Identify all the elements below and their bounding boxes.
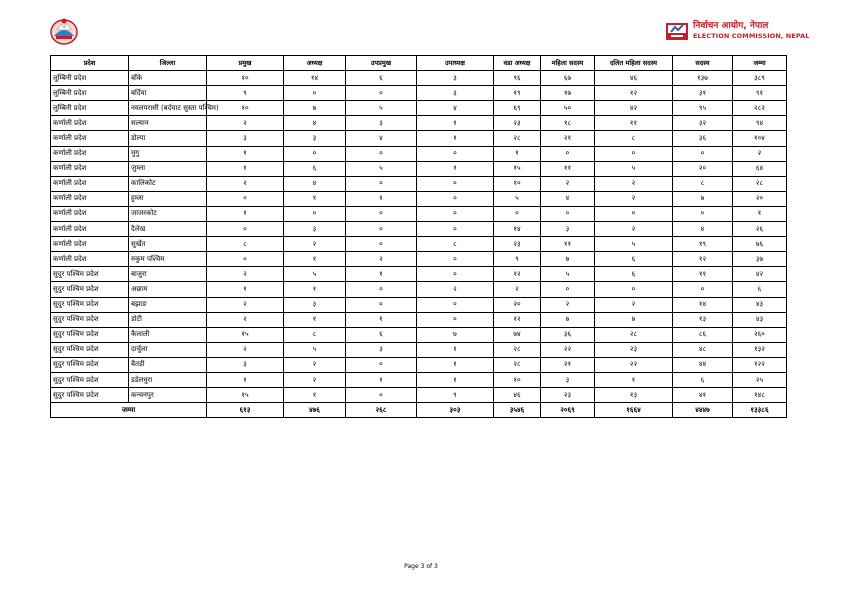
value-cell: ६ bbox=[284, 161, 346, 176]
value-cell: ३६ bbox=[541, 327, 595, 342]
value-cell: ६७ bbox=[541, 71, 595, 86]
value-cell: ३८९ bbox=[733, 71, 787, 86]
value-cell: १ bbox=[346, 267, 417, 282]
value-cell: ५ bbox=[595, 237, 673, 252]
value-cell: ७६ bbox=[733, 237, 787, 252]
value-cell: २३ bbox=[595, 342, 673, 357]
value-cell: १३ bbox=[595, 388, 673, 403]
value-cell: २ bbox=[595, 176, 673, 191]
value-cell: १ bbox=[417, 342, 494, 357]
results-table bbox=[50, 55, 787, 418]
value-cell: ३ bbox=[284, 222, 346, 237]
value-cell: ० bbox=[417, 312, 494, 327]
value-cell: ९ bbox=[417, 388, 494, 403]
province-cell: कर्णाली प्रदेश bbox=[51, 191, 129, 206]
value-cell: २ bbox=[207, 176, 284, 191]
table-row bbox=[51, 252, 787, 267]
value-cell: ५ bbox=[346, 161, 417, 176]
province-cell: सुदुर पश्चिम प्रदेश bbox=[51, 342, 129, 357]
value-cell: ० bbox=[346, 86, 417, 101]
value-cell: ० bbox=[417, 267, 494, 282]
district-cell: हुम्ला bbox=[129, 191, 207, 206]
value-cell: १० bbox=[207, 71, 284, 86]
value-cell: २१ bbox=[541, 131, 595, 146]
value-cell: २ bbox=[595, 191, 673, 206]
total-value-cell: ३०३ bbox=[417, 403, 494, 418]
table-row bbox=[51, 222, 787, 237]
column-header: प्रदेश bbox=[51, 56, 129, 71]
table-row bbox=[51, 206, 787, 221]
value-cell: ४२ bbox=[595, 101, 673, 116]
value-cell: ९ bbox=[494, 252, 541, 267]
value-cell: ० bbox=[284, 206, 346, 221]
value-cell: ६ bbox=[595, 252, 673, 267]
table-row bbox=[51, 388, 787, 403]
total-row bbox=[51, 403, 787, 418]
value-cell: २ bbox=[207, 297, 284, 312]
value-cell: १० bbox=[494, 176, 541, 191]
value-cell: ० bbox=[494, 206, 541, 221]
value-cell: ० bbox=[595, 146, 673, 161]
district-cell: डोल्पा bbox=[129, 131, 207, 146]
value-cell: ८ bbox=[673, 176, 733, 191]
value-cell: १२ bbox=[673, 252, 733, 267]
value-cell: २ bbox=[207, 342, 284, 357]
total-value-cell: ३५४६ bbox=[494, 403, 541, 418]
value-cell: १३७ bbox=[673, 71, 733, 86]
value-cell: २ bbox=[541, 176, 595, 191]
value-cell: २ bbox=[595, 222, 673, 237]
district-cell: कैलाली bbox=[129, 327, 207, 342]
province-cell: लुम्बिनी प्रदेश bbox=[51, 101, 129, 116]
district-cell: डडेलधुरा bbox=[129, 372, 207, 387]
value-cell: ६ bbox=[346, 327, 417, 342]
value-cell: ४८ bbox=[673, 342, 733, 357]
column-header: जम्मा bbox=[733, 56, 787, 71]
page-number: Page 3 of 3 bbox=[404, 563, 438, 570]
column-header: प्रमुख bbox=[207, 56, 284, 71]
value-cell: ० bbox=[284, 86, 346, 101]
value-cell: ९६ bbox=[494, 71, 541, 86]
value-cell: ८ bbox=[284, 327, 346, 342]
column-header: जिल्ला bbox=[129, 56, 207, 71]
value-cell: २ bbox=[284, 372, 346, 387]
value-cell: ६ bbox=[595, 267, 673, 282]
value-cell: १ bbox=[207, 161, 284, 176]
value-cell: १ bbox=[207, 282, 284, 297]
value-cell: ७४ bbox=[494, 327, 541, 342]
value-cell: ३ bbox=[346, 342, 417, 357]
value-cell: ४३ bbox=[733, 312, 787, 327]
table-header-row bbox=[51, 56, 787, 71]
column-header: वडा अध्यक्ष bbox=[494, 56, 541, 71]
value-cell: ६४ bbox=[733, 161, 787, 176]
value-cell: १ bbox=[417, 161, 494, 176]
province-cell: कर्णाली प्रदेश bbox=[51, 161, 129, 176]
value-cell: ७ bbox=[541, 312, 595, 327]
table-row bbox=[51, 267, 787, 282]
value-cell: ८ bbox=[417, 237, 494, 252]
value-cell: ० bbox=[417, 176, 494, 191]
district-cell: अछाम bbox=[129, 282, 207, 297]
value-cell: २८ bbox=[595, 327, 673, 342]
value-cell: १५ bbox=[494, 161, 541, 176]
value-cell: १ bbox=[346, 372, 417, 387]
value-cell: ० bbox=[207, 252, 284, 267]
value-cell: ३ bbox=[207, 357, 284, 372]
province-cell: कर्णाली प्रदेश bbox=[51, 252, 129, 267]
value-cell: ३७ bbox=[733, 252, 787, 267]
value-cell: २३ bbox=[541, 388, 595, 403]
value-cell: १२ bbox=[595, 86, 673, 101]
value-cell: २८ bbox=[494, 342, 541, 357]
value-cell: २८ bbox=[494, 131, 541, 146]
value-cell: ३६ bbox=[673, 131, 733, 146]
value-cell: १३ bbox=[673, 312, 733, 327]
value-cell: २ bbox=[733, 146, 787, 161]
value-cell: २ bbox=[346, 252, 417, 267]
value-cell: ३ bbox=[346, 116, 417, 131]
district-cell: सल्यान bbox=[129, 116, 207, 131]
value-cell: २८२ bbox=[733, 101, 787, 116]
value-cell: ४ bbox=[673, 222, 733, 237]
table-row bbox=[51, 161, 787, 176]
value-cell: ८ bbox=[207, 237, 284, 252]
value-cell: ४ bbox=[541, 191, 595, 206]
column-header: सदस्य bbox=[673, 56, 733, 71]
table-row bbox=[51, 101, 787, 116]
total-value-cell: १३३८६ bbox=[733, 403, 787, 418]
table-row bbox=[51, 297, 787, 312]
district-cell: बझाङ bbox=[129, 297, 207, 312]
value-cell: ३ bbox=[284, 297, 346, 312]
value-cell: २२ bbox=[595, 357, 673, 372]
value-cell: ४६ bbox=[595, 71, 673, 86]
district-cell: बाजुरा bbox=[129, 267, 207, 282]
election-commission-logo-icon bbox=[665, 22, 689, 42]
value-cell: ० bbox=[346, 282, 417, 297]
value-cell: ६ bbox=[673, 372, 733, 387]
value-cell: ३ bbox=[541, 372, 595, 387]
value-cell: ७ bbox=[595, 312, 673, 327]
value-cell: ९१ bbox=[733, 86, 787, 101]
value-cell: २० bbox=[733, 191, 787, 206]
table-row bbox=[51, 116, 787, 131]
value-cell: २ bbox=[595, 297, 673, 312]
value-cell: ० bbox=[207, 222, 284, 237]
value-cell: ० bbox=[417, 206, 494, 221]
value-cell: ६ bbox=[733, 282, 787, 297]
value-cell: १ bbox=[417, 357, 494, 372]
value-cell: ४ bbox=[284, 176, 346, 191]
table-row bbox=[51, 71, 787, 86]
value-cell: १२२ bbox=[733, 357, 787, 372]
value-cell: ३ bbox=[207, 131, 284, 146]
value-cell: ५ bbox=[284, 342, 346, 357]
value-cell: ० bbox=[541, 206, 595, 221]
value-cell: ३ bbox=[417, 71, 494, 86]
value-cell: १ bbox=[346, 191, 417, 206]
org-name-block bbox=[693, 21, 810, 41]
value-cell: ० bbox=[346, 176, 417, 191]
value-cell: १३२ bbox=[733, 342, 787, 357]
value-cell: १४ bbox=[494, 222, 541, 237]
value-cell: २८ bbox=[494, 357, 541, 372]
value-cell: ५ bbox=[595, 161, 673, 176]
value-cell: ७ bbox=[284, 101, 346, 116]
value-cell: ० bbox=[417, 222, 494, 237]
value-cell: २ bbox=[541, 297, 595, 312]
value-cell: १९ bbox=[673, 237, 733, 252]
column-header: महिला सदस्य bbox=[541, 56, 595, 71]
value-cell: ० bbox=[417, 146, 494, 161]
value-cell: १४८ bbox=[733, 388, 787, 403]
value-cell: १ bbox=[494, 146, 541, 161]
value-cell: ४२ bbox=[733, 267, 787, 282]
column-header: अध्यक्ष bbox=[284, 56, 346, 71]
value-cell: ० bbox=[595, 282, 673, 297]
value-cell: ९ bbox=[207, 86, 284, 101]
value-cell: १२ bbox=[494, 312, 541, 327]
org-name-nepali: निर्वाचन आयोग, नेपाल bbox=[693, 21, 769, 31]
value-cell: ० bbox=[541, 282, 595, 297]
value-cell: १ bbox=[284, 191, 346, 206]
column-header: उपप्रमुख bbox=[346, 56, 417, 71]
value-cell: ३ bbox=[417, 86, 494, 101]
value-cell: १४ bbox=[673, 297, 733, 312]
value-cell: ० bbox=[346, 388, 417, 403]
value-cell: १० bbox=[494, 372, 541, 387]
value-cell: ४ bbox=[346, 131, 417, 146]
value-cell: २० bbox=[494, 297, 541, 312]
value-cell: १० bbox=[207, 101, 284, 116]
province-cell: सुदुर पश्चिम प्रदेश bbox=[51, 312, 129, 327]
value-cell: १ bbox=[284, 282, 346, 297]
org-name-english: ELECTION COMMISSION, NEPAL bbox=[693, 32, 810, 40]
value-cell: ० bbox=[346, 206, 417, 221]
value-cell: ३ bbox=[284, 131, 346, 146]
district-cell: दैलेख bbox=[129, 222, 207, 237]
value-cell: १ bbox=[207, 372, 284, 387]
district-cell: सुर्खेत bbox=[129, 237, 207, 252]
value-cell: ६९ bbox=[494, 101, 541, 116]
value-cell: ४६ bbox=[494, 388, 541, 403]
value-cell: ६ bbox=[346, 71, 417, 86]
table-row bbox=[51, 191, 787, 206]
table-row bbox=[51, 86, 787, 101]
province-cell: लुम्बिनी प्रदेश bbox=[51, 71, 129, 86]
value-cell: २६० bbox=[733, 327, 787, 342]
value-cell: १५ bbox=[207, 327, 284, 342]
district-cell: रुकुम पश्चिम bbox=[129, 252, 207, 267]
value-cell: ० bbox=[346, 237, 417, 252]
table-row bbox=[51, 237, 787, 252]
province-cell: कर्णाली प्रदेश bbox=[51, 222, 129, 237]
value-cell: २३ bbox=[494, 237, 541, 252]
province-cell: सुदुर पश्चिम प्रदेश bbox=[51, 267, 129, 282]
district-cell: बर्दिया bbox=[129, 86, 207, 101]
value-cell: १ bbox=[207, 206, 284, 221]
value-cell: २ bbox=[494, 282, 541, 297]
value-cell: ० bbox=[207, 191, 284, 206]
value-cell: ० bbox=[595, 206, 673, 221]
value-cell: १७ bbox=[541, 86, 595, 101]
district-cell: मुगु bbox=[129, 146, 207, 161]
value-cell: १८ bbox=[541, 116, 595, 131]
value-cell: ० bbox=[346, 222, 417, 237]
value-cell: ० bbox=[417, 191, 494, 206]
province-cell: कर्णाली प्रदेश bbox=[51, 176, 129, 191]
value-cell: २१ bbox=[541, 357, 595, 372]
district-cell: जाजरकोट bbox=[129, 206, 207, 221]
province-cell: सुदुर पश्चिम प्रदेश bbox=[51, 282, 129, 297]
total-value-cell: ४७६ bbox=[284, 403, 346, 418]
value-cell: ११ bbox=[673, 267, 733, 282]
table-row bbox=[51, 312, 787, 327]
value-cell: १ bbox=[284, 388, 346, 403]
table-row bbox=[51, 372, 787, 387]
value-cell: ४१ bbox=[673, 388, 733, 403]
value-cell: २३ bbox=[494, 116, 541, 131]
value-cell: ५० bbox=[541, 101, 595, 116]
value-cell: १४ bbox=[284, 71, 346, 86]
value-cell: २५ bbox=[733, 372, 787, 387]
value-cell: १ bbox=[284, 312, 346, 327]
value-cell: ० bbox=[673, 206, 733, 221]
value-cell: १ bbox=[417, 372, 494, 387]
district-cell: बैतडी bbox=[129, 357, 207, 372]
value-cell: ७ bbox=[541, 252, 595, 267]
value-cell: ९५ bbox=[673, 101, 733, 116]
value-cell: ३२ bbox=[673, 116, 733, 131]
value-cell: ८ bbox=[595, 131, 673, 146]
province-cell: कर्णाली प्रदेश bbox=[51, 206, 129, 221]
value-cell: ० bbox=[346, 357, 417, 372]
total-value-cell: १६६४ bbox=[595, 403, 673, 418]
province-cell: सुदुर पश्चिम प्रदेश bbox=[51, 297, 129, 312]
value-cell: ० bbox=[541, 146, 595, 161]
value-cell: ११ bbox=[541, 237, 595, 252]
value-cell: १ bbox=[733, 206, 787, 221]
total-value-cell: २६८ bbox=[346, 403, 417, 418]
value-cell: ५ bbox=[541, 267, 595, 282]
value-cell: २२ bbox=[541, 342, 595, 357]
province-cell: सुदुर पश्चिम प्रदेश bbox=[51, 372, 129, 387]
value-cell: ४ bbox=[417, 101, 494, 116]
value-cell: २ bbox=[417, 282, 494, 297]
table-row bbox=[51, 131, 787, 146]
table-row bbox=[51, 146, 787, 161]
value-cell: ० bbox=[673, 146, 733, 161]
value-cell: २ bbox=[284, 357, 346, 372]
table-row bbox=[51, 357, 787, 372]
value-cell: १ bbox=[417, 116, 494, 131]
value-cell: ५ bbox=[494, 191, 541, 206]
value-cell: ० bbox=[417, 297, 494, 312]
value-cell: ४ bbox=[284, 116, 346, 131]
district-cell: बाँके bbox=[129, 71, 207, 86]
province-cell: सुदुर पश्चिम प्रदेश bbox=[51, 357, 129, 372]
column-header: दलित महिला सदस्य bbox=[595, 56, 673, 71]
value-cell: ० bbox=[284, 146, 346, 161]
value-cell: ३१ bbox=[673, 86, 733, 101]
value-cell: ० bbox=[417, 252, 494, 267]
value-cell: ४४ bbox=[673, 357, 733, 372]
value-cell: ११ bbox=[595, 116, 673, 131]
value-cell: १०४ bbox=[733, 131, 787, 146]
value-cell: २ bbox=[284, 237, 346, 252]
value-cell: १ bbox=[595, 372, 673, 387]
nepal-emblem-icon bbox=[49, 16, 79, 46]
district-cell: कन्चनपुर bbox=[129, 388, 207, 403]
value-cell: ० bbox=[346, 146, 417, 161]
total-value-cell: २०६९ bbox=[541, 403, 595, 418]
district-cell: कालिकोट bbox=[129, 176, 207, 191]
value-cell: ९४ bbox=[733, 116, 787, 131]
value-cell: ५ bbox=[346, 101, 417, 116]
value-cell: १२ bbox=[494, 267, 541, 282]
value-cell: २ bbox=[207, 267, 284, 282]
province-cell: कर्णाली प्रदेश bbox=[51, 131, 129, 146]
province-cell: सुदुर पश्चिम प्रदेश bbox=[51, 388, 129, 403]
total-label: जम्मा bbox=[51, 403, 207, 418]
value-cell: २६ bbox=[733, 222, 787, 237]
province-cell: कर्णाली प्रदेश bbox=[51, 146, 129, 161]
value-cell: ४३ bbox=[733, 297, 787, 312]
value-cell: ३ bbox=[541, 222, 595, 237]
value-cell: २ bbox=[207, 116, 284, 131]
value-cell: ८६ bbox=[673, 327, 733, 342]
table-row bbox=[51, 176, 787, 191]
province-cell: लुम्बिनी प्रदेश bbox=[51, 86, 129, 101]
value-cell: २८ bbox=[733, 176, 787, 191]
value-cell: १ bbox=[207, 146, 284, 161]
value-cell: १ bbox=[284, 252, 346, 267]
district-cell: नवलपरासी (बर्दघाट सुस्ता पश्चिम) bbox=[129, 101, 207, 116]
value-cell: १५ bbox=[207, 388, 284, 403]
district-cell: दार्चुला bbox=[129, 342, 207, 357]
province-cell: कर्णाली प्रदेश bbox=[51, 237, 129, 252]
province-cell: कर्णाली प्रदेश bbox=[51, 116, 129, 131]
table-row bbox=[51, 342, 787, 357]
value-cell: २ bbox=[207, 312, 284, 327]
table-row bbox=[51, 282, 787, 297]
column-header: उपाध्यक्ष bbox=[417, 56, 494, 71]
value-cell: १९ bbox=[494, 86, 541, 101]
district-cell: जुम्ला bbox=[129, 161, 207, 176]
value-cell: ७ bbox=[417, 327, 494, 342]
value-cell: ७ bbox=[673, 191, 733, 206]
value-cell: १ bbox=[346, 312, 417, 327]
value-cell: १ bbox=[417, 131, 494, 146]
value-cell: ५ bbox=[284, 267, 346, 282]
province-cell: सुदुर पश्चिम प्रदेश bbox=[51, 327, 129, 342]
total-value-cell: ६१३ bbox=[207, 403, 284, 418]
value-cell: २० bbox=[673, 161, 733, 176]
value-cell: ० bbox=[673, 282, 733, 297]
value-cell: ० bbox=[346, 297, 417, 312]
table-row bbox=[51, 327, 787, 342]
district-cell: डोटी bbox=[129, 312, 207, 327]
value-cell: ११ bbox=[541, 161, 595, 176]
total-value-cell: ४४४७ bbox=[673, 403, 733, 418]
